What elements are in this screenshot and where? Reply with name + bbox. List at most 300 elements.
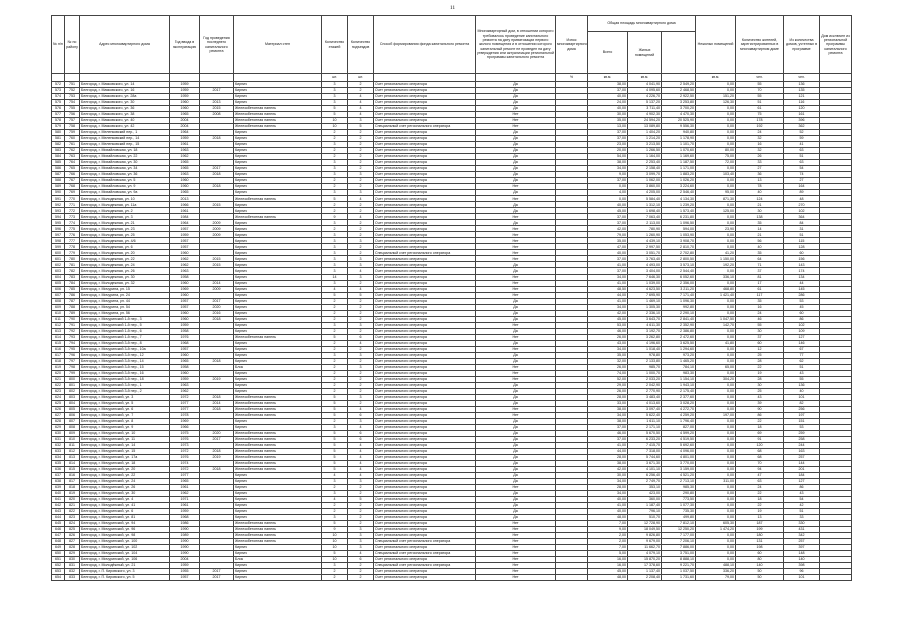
cell-floors: 3 bbox=[322, 160, 348, 166]
cell-included: 258 bbox=[784, 436, 820, 442]
cell-n: 604 bbox=[52, 274, 65, 280]
cell-residents: 28 bbox=[736, 376, 784, 382]
cell-included: 256 bbox=[784, 406, 820, 412]
cell-wear: 40,00 bbox=[588, 106, 628, 112]
cell-floors: 2 bbox=[322, 310, 348, 316]
cell-needs-repair: Да bbox=[476, 100, 556, 106]
cell-address: Белгород, г. Молодежная, ул. 6 bbox=[80, 244, 170, 250]
cell-floors: 3 bbox=[322, 100, 348, 106]
cell-fund-method: Счет регионального оператора bbox=[374, 358, 476, 364]
housing-register-table bbox=[51, 15, 852, 581]
cell-district-no: 811 bbox=[65, 442, 80, 448]
cell-area-residential: 1 096,30 bbox=[662, 298, 696, 304]
cell-wall-material: Кирпич bbox=[234, 208, 322, 214]
cell-fund-method: Счет регионального оператора bbox=[374, 497, 476, 503]
cell-wall-material: Кирпич bbox=[234, 244, 322, 250]
cell-entrances: 2 bbox=[348, 346, 374, 352]
cell-area-total: 4 205,00 bbox=[628, 190, 662, 196]
cell-area-nonresidential: 0,00 bbox=[696, 112, 736, 118]
cell-year-built: 1990 bbox=[170, 527, 200, 533]
cell-address: Белгород, г. Мичуринский 3-й пер., 12 bbox=[80, 352, 170, 358]
cell-fund-method: Счет регионального оператора bbox=[374, 388, 476, 394]
cell-residents: 140 bbox=[736, 563, 784, 569]
cell-address: Белгород, г. Мичуринский, ул. 41 bbox=[80, 503, 170, 509]
cell-included: 330 bbox=[784, 521, 820, 527]
cell-floors: 3 bbox=[322, 563, 348, 569]
cell-floors: 5 bbox=[322, 394, 348, 400]
cell-wear: 26,00 bbox=[588, 334, 628, 340]
cell-district-no: 780 bbox=[65, 256, 80, 262]
cell-district-no: 821 bbox=[65, 503, 80, 509]
cell-floors: 5 bbox=[322, 454, 348, 460]
cell-n: 641 bbox=[52, 497, 65, 503]
cell-entrances: 2 bbox=[348, 148, 374, 154]
cell-floors: 2 bbox=[322, 154, 348, 160]
cell-address: Белгород, г. Мичуринский, ул. 7 bbox=[80, 412, 170, 418]
cell-year-renovated: 2018 bbox=[200, 358, 234, 364]
cell-wear: 41,00 bbox=[588, 262, 628, 268]
cell-area-residential: 2 546,40 bbox=[662, 190, 696, 196]
col-area-total: Всего bbox=[588, 32, 628, 74]
cell-fund-method: Счет регионального оператора bbox=[374, 424, 476, 430]
cell-area-residential: 1 796,40 bbox=[662, 418, 696, 424]
cell-year-built: 1960 bbox=[170, 178, 200, 184]
cell-fund-method: Счет регионального оператора bbox=[374, 503, 476, 509]
cell-wear: 23,00 bbox=[588, 142, 628, 148]
cell-floors: 2 bbox=[322, 569, 348, 575]
cell-wear: 7,00 bbox=[588, 521, 628, 527]
cell-n: 633 bbox=[52, 448, 65, 454]
cell-wear: 40,00 bbox=[588, 202, 628, 208]
cell-wall-material: Кирпич bbox=[234, 515, 322, 521]
cell-fund-method: Счет регионального оператора bbox=[374, 280, 476, 286]
cell-area-total: 1 062,00 bbox=[628, 178, 662, 184]
cell-floors: 3 bbox=[322, 262, 348, 268]
cell-wear: 52,00 bbox=[588, 376, 628, 382]
cell-needs-repair: Нет bbox=[476, 485, 556, 491]
cell-wear: 37,00 bbox=[588, 424, 628, 430]
cell-area-total: 4 623,50 bbox=[628, 286, 662, 292]
cell-wear: 32,00 bbox=[588, 358, 628, 364]
unit-cell bbox=[65, 74, 80, 82]
cell-needs-repair: Да bbox=[476, 190, 556, 196]
cell-area-nonresidential: 126,30 bbox=[696, 100, 736, 106]
cell-address: Белгород, г. Михайловская, ул. 5 bbox=[80, 178, 170, 184]
cell-n: 647 bbox=[52, 533, 65, 539]
cell-district-no: 799 bbox=[65, 370, 80, 376]
cell-needs-repair: Да bbox=[476, 352, 556, 358]
cell-included: 197 bbox=[784, 412, 820, 418]
cell-n: 631 bbox=[52, 436, 65, 442]
cell-included: 86 bbox=[784, 485, 820, 491]
cell-area-residential: 1 077,30 bbox=[662, 503, 696, 509]
cell-fund-method: Счет регионального оператора bbox=[374, 232, 476, 238]
cell-year-built: 1957 bbox=[170, 575, 200, 581]
cell-wall-material: Железобетонная панель bbox=[234, 454, 322, 460]
cell-included: 63 bbox=[784, 160, 820, 166]
cell-district-no: 792 bbox=[65, 328, 80, 334]
cell-n: 584 bbox=[52, 154, 65, 160]
cell-n: 635 bbox=[52, 460, 65, 466]
cell-area-total: 3 860,00 bbox=[628, 184, 662, 190]
cell-included: 397 bbox=[784, 545, 820, 551]
cell-n: 618 bbox=[52, 358, 65, 364]
cell-residents: 71 bbox=[736, 262, 784, 268]
cell-wear: 41,00 bbox=[588, 503, 628, 509]
cell-address: Белгород, г. Молодежная, ул. 30 bbox=[80, 274, 170, 280]
cell-floors: 2 bbox=[322, 316, 348, 322]
cell-area-nonresidential: 151,20 bbox=[696, 94, 736, 100]
cell-fund-method: Счет регионального оператора bbox=[374, 238, 476, 244]
cell-n: 600 bbox=[52, 250, 65, 256]
cell-area-total: 2 033,20 bbox=[628, 376, 662, 382]
cell-needs-repair: Нет bbox=[476, 557, 556, 563]
cell-area-residential: 4 599,20 bbox=[662, 430, 696, 436]
cell-year-built: 1971 bbox=[170, 497, 200, 503]
cell-floors: 2 bbox=[322, 346, 348, 352]
cell-needs-repair: Нет bbox=[476, 376, 556, 382]
cell-needs-repair: Да bbox=[476, 136, 556, 142]
cell-fund-method: Счет регионального оператора bbox=[374, 346, 476, 352]
cell-entrances: 4 bbox=[348, 196, 374, 202]
cell-area-residential: 1 026,20 bbox=[662, 178, 696, 184]
cell-wear: 16,00 bbox=[588, 557, 628, 563]
cell-year-built: 1962 bbox=[170, 388, 200, 394]
cell-year-renovated: 2009 bbox=[200, 286, 234, 292]
cell-n: 609 bbox=[52, 304, 65, 310]
cell-floors: 5 bbox=[322, 521, 348, 527]
cell-district-no: 789 bbox=[65, 310, 80, 316]
cell-included: 82 bbox=[784, 400, 820, 406]
cell-district-no: 803 bbox=[65, 394, 80, 400]
cell-area-nonresidential: 0,00 bbox=[696, 533, 736, 539]
cell-n: 575 bbox=[52, 100, 65, 106]
cell-wear: 7,00 bbox=[588, 545, 628, 551]
cell-wear: 38,00 bbox=[588, 418, 628, 424]
cell-area-nonresidential: 80,00 bbox=[696, 148, 736, 154]
cell-residents: 21 bbox=[736, 202, 784, 208]
cell-wall-material: Кирпич bbox=[234, 485, 322, 491]
cell-area-total: 1 260,90 bbox=[628, 232, 662, 238]
cell-residents: 50 bbox=[736, 575, 784, 581]
cell-included: 116 bbox=[784, 100, 820, 106]
cell-floors: 3 bbox=[322, 479, 348, 485]
unit-cell bbox=[374, 74, 476, 82]
cell-included: 120 bbox=[784, 106, 820, 112]
col-wall-material: Материал стен bbox=[234, 16, 322, 74]
cell-area-residential: 827,00 bbox=[662, 424, 696, 430]
cell-address: Белгород, г. Маяковского, ул. 42 bbox=[80, 124, 170, 130]
cell-needs-repair: Да bbox=[476, 388, 556, 394]
cell-residents: 35 bbox=[736, 220, 784, 226]
cell-fund-method: Счет регионального оператора bbox=[374, 130, 476, 136]
cell-district-no: 815 bbox=[65, 467, 80, 473]
cell-district-no: 808 bbox=[65, 424, 80, 430]
cell-entrances: 6 bbox=[348, 412, 374, 418]
cell-address: Белгород, г. Мичурина, ул. 24 bbox=[80, 292, 170, 298]
cell-district-no: 812 bbox=[65, 448, 80, 454]
cell-entrances: 4 bbox=[348, 100, 374, 106]
cell-district-no: 795 bbox=[65, 346, 80, 352]
cell-wall-material: Железобетонная панель bbox=[234, 521, 322, 527]
cell-address: Белгород, г. Меленковский пер., 15 bbox=[80, 142, 170, 148]
cell-included: 74 bbox=[784, 172, 820, 178]
cell-wall-material: Железобетонная панель bbox=[234, 334, 322, 340]
cell-residents: 36 bbox=[736, 172, 784, 178]
cell-district-no: 771 bbox=[65, 202, 80, 208]
cell-wall-material: Кирпич bbox=[234, 388, 322, 394]
cell-fund-method: Счет регионального оператора bbox=[374, 112, 476, 118]
cell-area-nonresidential: 0,00 bbox=[696, 448, 736, 454]
cell-year-built: 1961 bbox=[170, 503, 200, 509]
cell-residents: 138 bbox=[736, 214, 784, 220]
cell-needs-repair: Нет bbox=[476, 551, 556, 557]
cell-floors: 3 bbox=[322, 220, 348, 226]
cell-year-renovated: 2018 bbox=[200, 467, 234, 473]
cell-fund-method: Счет регионального оператора bbox=[374, 292, 476, 298]
cell-n: 629 bbox=[52, 424, 65, 430]
cell-address: Белгород, г. Мичуринский, ул. 15 bbox=[80, 448, 170, 454]
cell-n: 595 bbox=[52, 220, 65, 226]
cell-wall-material: Железобетонная панель bbox=[234, 124, 322, 130]
cell-area-total: 1 137,40 bbox=[628, 569, 662, 575]
cell-n: 627 bbox=[52, 412, 65, 418]
cell-floors: 5 bbox=[322, 442, 348, 448]
cell-floors: 5 bbox=[322, 292, 348, 298]
cell-fund-method: Счет регионального оператора bbox=[374, 473, 476, 479]
cell-wear: 44,00 bbox=[588, 448, 628, 454]
cell-included: 31 bbox=[784, 226, 820, 232]
cell-year-renovated: 2017 bbox=[200, 88, 234, 94]
cell-area-nonresidential: 0,00 bbox=[696, 460, 736, 466]
cell-wear: 40,00 bbox=[588, 497, 628, 503]
cell-fund-method: Счет регионального оператора bbox=[374, 208, 476, 214]
cell-area-nonresidential: 0,00 bbox=[696, 82, 736, 88]
cell-address: Белгород, г. Молодежная, ул. 32 bbox=[80, 280, 170, 286]
cell-wall-material: Кирпич bbox=[234, 148, 322, 154]
cell-entrances: 4 bbox=[348, 112, 374, 118]
cell-entrances: 2 bbox=[348, 130, 374, 136]
cell-floors: 3 bbox=[322, 268, 348, 274]
cell-district-no: 822 bbox=[65, 509, 80, 515]
cell-n: 589 bbox=[52, 184, 65, 190]
cell-needs-repair: Да bbox=[476, 491, 556, 497]
cell-year-renovated: 2020 bbox=[200, 430, 234, 436]
cell-area-total: 1 312,10 bbox=[628, 202, 662, 208]
cell-area-residential: 7 812,10 bbox=[662, 521, 696, 527]
cell-area-nonresidential: 0,00 bbox=[696, 515, 736, 521]
cell-address: Белгород, г. Мичуринский, ул. 81 bbox=[80, 515, 170, 521]
cell-floors: 5 bbox=[322, 448, 348, 454]
cell-needs-repair: Да bbox=[476, 154, 556, 160]
cell-n: 580 bbox=[52, 130, 65, 136]
cell-address: Белгород, г. Мичуринский 1-й пер., 6 bbox=[80, 328, 170, 334]
cell-area-nonresidential: 192,20 bbox=[696, 262, 736, 268]
cell-needs-repair: Да bbox=[476, 220, 556, 226]
cell-wall-material: Кирпич bbox=[234, 509, 322, 515]
cell-area-residential: 773,50 bbox=[662, 497, 696, 503]
cell-wear: 0,00 bbox=[588, 184, 628, 190]
cell-area-total: 1 164,00 bbox=[628, 154, 662, 160]
cell-area-residential: 2 386,80 bbox=[662, 328, 696, 334]
cell-residents: 199 bbox=[736, 527, 784, 533]
cell-n: 583 bbox=[52, 148, 65, 154]
cell-entrances: 2 bbox=[348, 575, 374, 581]
cell-residents: 27 bbox=[736, 166, 784, 172]
cell-area-total: 2 042,90 bbox=[628, 382, 662, 388]
cell-included: 398 bbox=[784, 563, 820, 569]
cell-year-built: 1990 bbox=[170, 545, 200, 551]
cell-needs-repair: Нет bbox=[476, 238, 556, 244]
cell-area-residential: 1 169,60 bbox=[662, 154, 696, 160]
cell-entrances: 2 bbox=[348, 184, 374, 190]
cell-year-built: 1974 bbox=[170, 460, 200, 466]
cell-area-total: 2 208,40 bbox=[628, 575, 662, 581]
cell-included: 184 bbox=[784, 473, 820, 479]
cell-year-built: 1960 bbox=[170, 310, 200, 316]
cell-entrances: 2 bbox=[348, 154, 374, 160]
cell-year-built: 1965 bbox=[170, 166, 200, 172]
cell-wall-material: Кирпич bbox=[234, 94, 322, 100]
cell-included: 115 bbox=[784, 238, 820, 244]
cell-address: Белгород, г. Михайловская, ул. 22 bbox=[80, 154, 170, 160]
cell-area-total: 9 679,00 bbox=[628, 539, 662, 545]
cell-area-nonresidential: 0,00 bbox=[696, 503, 736, 509]
cell-area-total: 4 611,30 bbox=[628, 322, 662, 328]
cell-address: Белгород, г. Меленковский пер., 14 bbox=[80, 136, 170, 142]
cell-area-total: 3 051,70 bbox=[628, 250, 662, 256]
cell-year-renovated: 2014 bbox=[200, 400, 234, 406]
cell-residents: 70 bbox=[736, 88, 784, 94]
cell-district-no: 826 bbox=[65, 533, 80, 539]
cell-entrances: 2 bbox=[348, 400, 374, 406]
cell-entrances: 3 bbox=[348, 118, 374, 124]
cell-address: Белгород, г. Маяковского, ул. 36 bbox=[80, 106, 170, 112]
cell-area-residential: 2 713,10 bbox=[662, 479, 696, 485]
cell-n: 626 bbox=[52, 406, 65, 412]
cell-wall-material: Кирпич bbox=[234, 88, 322, 94]
cell-entrances: 2 bbox=[348, 521, 374, 527]
cell-district-no: 791 bbox=[65, 322, 80, 328]
cell-district-no: 768 bbox=[65, 184, 80, 190]
cell-fund-method: Счет регионального оператора bbox=[374, 334, 476, 340]
cell-area-total: 5 670,50 bbox=[628, 430, 662, 436]
cell-address: Белгород, г. Мичуринский, ул. 10 bbox=[80, 430, 170, 436]
cell-wall-material: Кирпич bbox=[234, 310, 322, 316]
cell-residents: 120 bbox=[736, 442, 784, 448]
cell-area-total: 2 997,50 bbox=[628, 244, 662, 250]
cell-included: 244 bbox=[784, 442, 820, 448]
cell-year-renovated: 2014 bbox=[200, 280, 234, 286]
cell-entrances: 2 bbox=[348, 563, 374, 569]
cell-area-total: 7 695,90 bbox=[628, 292, 662, 298]
cell-needs-repair: Да bbox=[476, 497, 556, 503]
cell-district-no: 829 bbox=[65, 551, 80, 557]
cell-floors: 3 bbox=[322, 82, 348, 88]
cell-wall-material: Железобетонная панель bbox=[234, 214, 322, 220]
cell-residents: 64 bbox=[736, 256, 784, 262]
cell-district-no: 758 bbox=[65, 124, 80, 130]
cell-area-residential: 1 465,20 bbox=[662, 358, 696, 364]
cell-needs-repair: Да bbox=[476, 467, 556, 473]
cell-area-residential: 2 472,60 bbox=[662, 334, 696, 340]
cell-wall-material: Железобетонная панель bbox=[234, 394, 322, 400]
cell-fund-method: Специальный счет регионального оператора bbox=[374, 539, 476, 545]
cell-wear: 37,00 bbox=[588, 214, 628, 220]
cell-area-nonresidential: 0,00 bbox=[696, 124, 736, 130]
cell-year-built: 1959 bbox=[170, 376, 200, 382]
cell-area-nonresidential: 0,00 bbox=[696, 473, 736, 479]
cell-year-renovated: 2009 bbox=[200, 226, 234, 232]
cell-area-nonresidential: 0,00 bbox=[696, 509, 736, 515]
cell-entrances: 2 bbox=[348, 382, 374, 388]
cell-entrances: 4 bbox=[348, 454, 374, 460]
cell-entrances: 3 bbox=[348, 533, 374, 539]
cell-area-nonresidential: 0,00 bbox=[696, 424, 736, 430]
cell-needs-repair: Нет bbox=[476, 112, 556, 118]
cell-area-nonresidential: 103,40 bbox=[696, 172, 736, 178]
cell-residents: 22 bbox=[736, 364, 784, 370]
cell-entrances: 5 bbox=[348, 124, 374, 130]
cell-included: 51 bbox=[784, 232, 820, 238]
cell-floors: 3 bbox=[322, 491, 348, 497]
cell-district-no: 804 bbox=[65, 400, 80, 406]
cell-area-total: 15 870,20 bbox=[628, 557, 662, 563]
cell-n: 606 bbox=[52, 286, 65, 292]
cell-area-total: 17 378,60 bbox=[628, 563, 662, 569]
cell-floors: 10 bbox=[322, 545, 348, 551]
cell-included: 53 bbox=[784, 424, 820, 430]
cell-residents: 35 bbox=[736, 250, 784, 256]
cell-needs-repair: Да bbox=[476, 262, 556, 268]
cell-wear: 0,00 bbox=[588, 196, 628, 202]
cell-entrances: 4 bbox=[348, 286, 374, 292]
cell-n: 602 bbox=[52, 262, 65, 268]
cell-area-nonresidential: 0,00 bbox=[696, 334, 736, 340]
cell-residents: 22 bbox=[736, 503, 784, 509]
cell-floors: 4 bbox=[322, 497, 348, 503]
cell-residents: 40 bbox=[736, 244, 784, 250]
cell-n: 651 bbox=[52, 557, 65, 563]
cell-year-built: 1960 bbox=[170, 316, 200, 322]
cell-n: 597 bbox=[52, 232, 65, 238]
cell-fund-method: Счет регионального оператора bbox=[374, 418, 476, 424]
cell-district-no: 827 bbox=[65, 539, 80, 545]
cell-district-no: 767 bbox=[65, 178, 80, 184]
col-fund-method: Способ формирования фонда капитального ремонта bbox=[374, 16, 476, 74]
cell-entrances: 2 bbox=[348, 202, 374, 208]
cell-entrances: 3 bbox=[348, 539, 374, 545]
cell-area-total: 5 622,40 bbox=[628, 412, 662, 418]
cell-fund-method: Счет регионального оператора bbox=[374, 256, 476, 262]
cell-address: Белгород, г. Мичуринский, ул. 98 bbox=[80, 533, 170, 539]
cell-entrances: 5 bbox=[348, 497, 374, 503]
cell-wall-material: Кирпич bbox=[234, 304, 322, 310]
cell-n: 612 bbox=[52, 322, 65, 328]
cell-area-nonresidential: 75,00 bbox=[696, 154, 736, 160]
cell-address: Белгород, г. Маяковского, ул. 38 bbox=[80, 112, 170, 118]
cell-n: 639 bbox=[52, 485, 65, 491]
cell-address: Белгород, г. Мичуринский, ул. 22 bbox=[80, 473, 170, 479]
cell-year-built: 1960 bbox=[170, 370, 200, 376]
cell-wall-material: Кирпич bbox=[234, 256, 322, 262]
col-entrances: Количество подъездов bbox=[348, 16, 374, 74]
cell-area-nonresidential: 311,00 bbox=[696, 479, 736, 485]
cell-wall-material: Кирпич bbox=[234, 545, 322, 551]
cell-district-no: 782 bbox=[65, 268, 80, 274]
cell-entrances: 2 bbox=[348, 358, 374, 364]
cell-year-renovated: 2015 bbox=[200, 202, 234, 208]
